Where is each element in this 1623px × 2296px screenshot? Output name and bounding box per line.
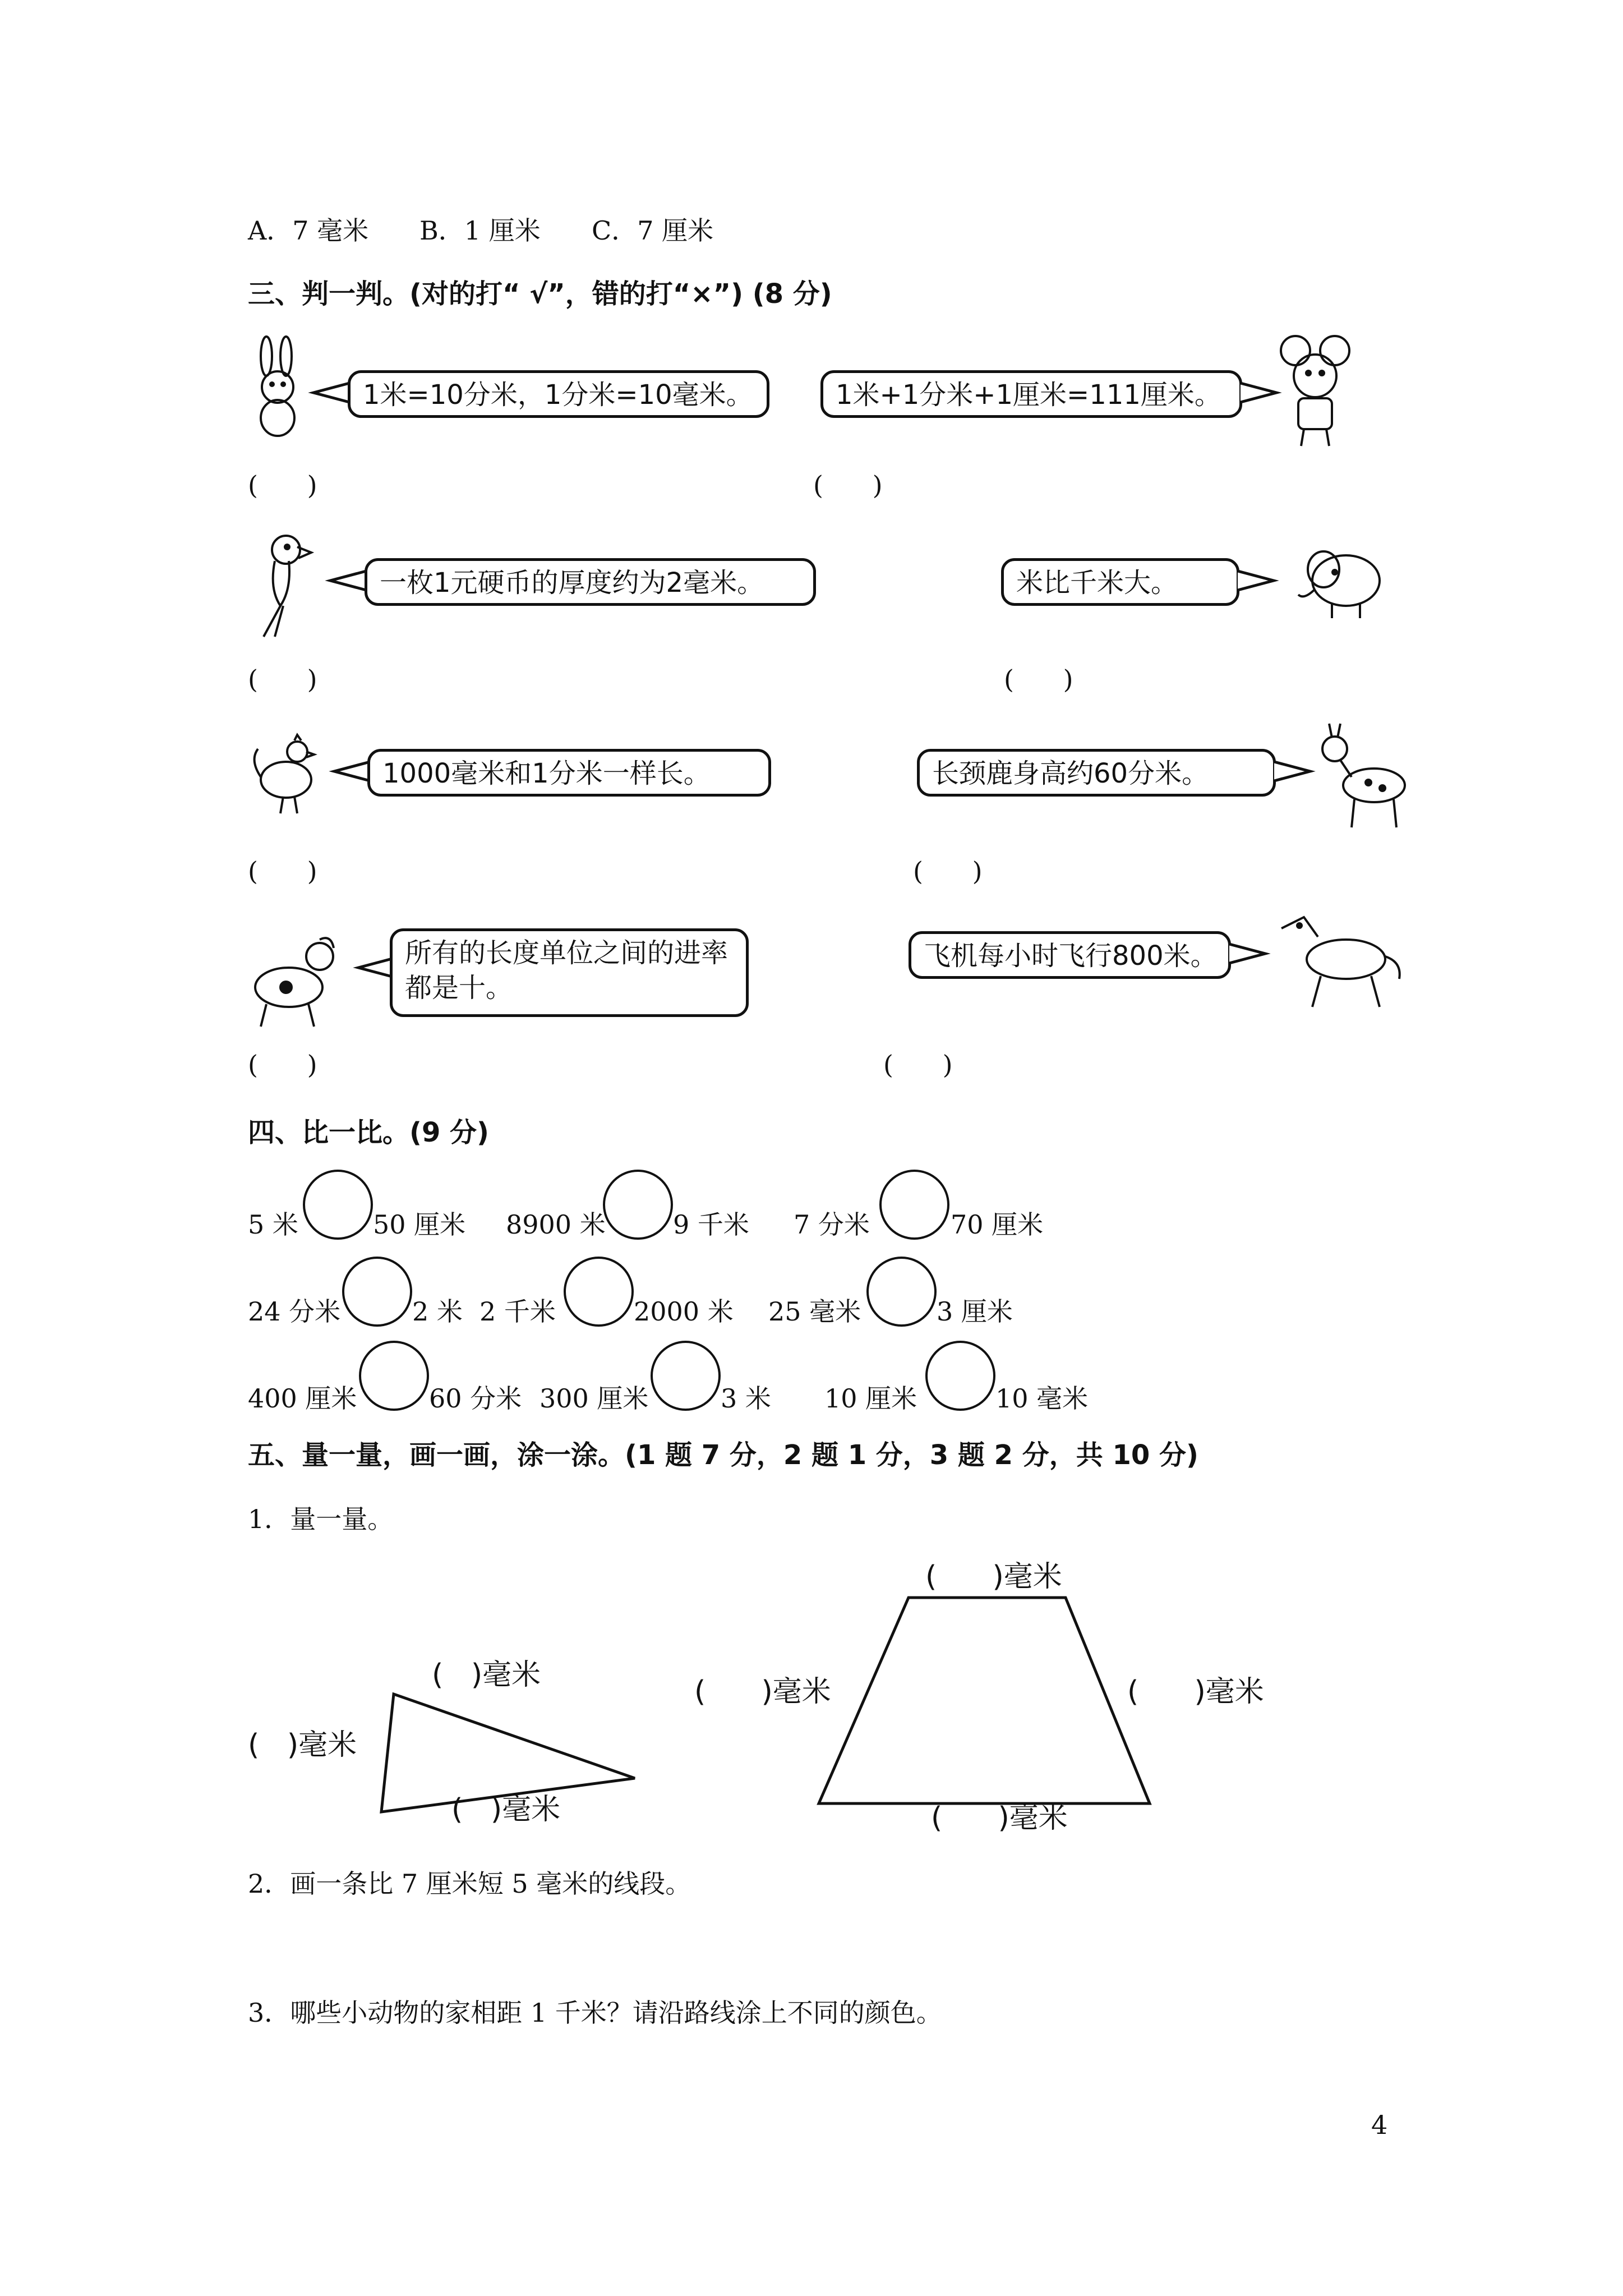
- compare-left: 7 分米: [794, 1209, 870, 1240]
- bubble-tail: [328, 567, 367, 595]
- compare-left: 2 千米: [479, 1296, 556, 1327]
- statement-bubble-2: 1米+1分米+1厘米=111厘米。: [820, 370, 1242, 418]
- compare-circle[interactable]: [359, 1341, 429, 1411]
- statement-bubble-7: 所有的长度单位之间的进率都是十。: [390, 928, 749, 1017]
- answer-blank-6[interactable]: ( ): [913, 856, 983, 886]
- mouse-icon: [1276, 331, 1354, 449]
- trapezoid-bottom-label[interactable]: ( )毫米: [931, 1801, 1068, 1835]
- compare-left: 10 厘米: [824, 1383, 917, 1414]
- compare-left: 8900 米: [506, 1209, 606, 1240]
- compare-right: 60 分米: [429, 1383, 522, 1414]
- compare-left: 25 毫米: [768, 1296, 861, 1327]
- rabbit-icon: [247, 334, 308, 440]
- bubble-tail: [1237, 567, 1276, 595]
- statement-bubble-4: 米比千米大。: [1001, 558, 1239, 606]
- compare-right: 70 厘米: [951, 1209, 1044, 1240]
- section4-title: 四、比一比。(9 分): [248, 1117, 489, 1148]
- bubble-tail: [311, 379, 351, 407]
- question-1: 1．量一量。: [248, 1504, 394, 1534]
- statement-bubble-3: 一枚1元硬币的厚度约为2毫米。: [365, 558, 816, 606]
- compare-left: 400 厘米: [248, 1383, 357, 1414]
- compare-right: 9 千米: [673, 1209, 749, 1240]
- question-3: 3．哪些小动物的家相距 1 千米？请沿路线涂上不同的颜色。: [248, 1998, 942, 2028]
- answer-blank-1[interactable]: ( ): [248, 470, 317, 500]
- compare-right: 3 米: [721, 1383, 771, 1414]
- compare-circle[interactable]: [342, 1257, 412, 1327]
- compare-right: 2000 米: [634, 1296, 734, 1327]
- statement-bubble-1: 1米=10分米，1分米=10毫米。: [348, 370, 769, 418]
- bubble-tail: [332, 757, 371, 785]
- elephant-icon: [1293, 544, 1388, 623]
- compare-circle[interactable]: [879, 1170, 949, 1240]
- question-2: 2．画一条比 7 厘米短 5 毫米的线段。: [248, 1869, 691, 1899]
- compare-circle[interactable]: [651, 1341, 721, 1411]
- trapezoid-right-label[interactable]: ( )毫米: [1127, 1675, 1264, 1709]
- option-a: A．7 毫米: [248, 215, 369, 246]
- triangle-left-label[interactable]: ( )毫米: [248, 1728, 357, 1762]
- compare-right: 50 厘米: [373, 1209, 466, 1240]
- page-number: 4: [1371, 2110, 1388, 2140]
- compare-right: 10 毫米: [995, 1383, 1089, 1414]
- compare-circle[interactable]: [866, 1257, 937, 1327]
- answer-blank-3[interactable]: ( ): [248, 664, 317, 694]
- answer-blank-5[interactable]: ( ): [248, 856, 317, 886]
- compare-left: 5 米: [248, 1209, 298, 1240]
- answer-blank-7[interactable]: ( ): [248, 1050, 317, 1080]
- section3-title: 三、判一判。(对的打“ √”，错的打“×”) (8 分): [248, 278, 832, 310]
- option-c: C．7 厘米: [592, 215, 714, 246]
- section5-title: 五、量一量，画一画，涂一涂。(1 题 7 分，2 题 1 分，3 题 2 分，共 10 分): [248, 1439, 1198, 1471]
- rooster-icon: [247, 732, 320, 816]
- compare-circle[interactable]: [564, 1257, 634, 1327]
- answer-blank-8[interactable]: ( ): [883, 1050, 953, 1080]
- compare-circle[interactable]: [925, 1341, 995, 1411]
- compare-left: 24 分米: [248, 1296, 341, 1327]
- deer-icon: [1307, 718, 1413, 830]
- trapezoid-top-label[interactable]: ( )毫米: [925, 1560, 1062, 1594]
- trapezoid-left-label[interactable]: ( )毫米: [694, 1675, 831, 1709]
- trapezoid-figure: [813, 1593, 1164, 1812]
- compare-right: 3 厘米: [937, 1296, 1013, 1327]
- compare-left: 300 厘米: [540, 1383, 649, 1414]
- answer-blank-2[interactable]: ( ): [813, 470, 883, 500]
- compare-right: 2 米: [412, 1296, 463, 1327]
- statement-bubble-6: 长颈鹿身高约60分米。: [917, 749, 1276, 797]
- parrot-icon: [247, 527, 320, 639]
- triangle-top-label[interactable]: ( )毫米: [432, 1658, 541, 1692]
- bubble-tail: [1228, 940, 1267, 968]
- option-b: B．1 厘米: [419, 215, 541, 246]
- compare-circle[interactable]: [303, 1170, 373, 1240]
- compare-circle[interactable]: [603, 1170, 673, 1240]
- goat-icon: [241, 931, 348, 1029]
- bubble-tail: [1239, 379, 1279, 407]
- horse-icon: [1265, 906, 1405, 1013]
- statement-bubble-8: 飞机每小时飞行800米。: [909, 931, 1231, 979]
- answer-blank-4[interactable]: ( ): [1004, 664, 1073, 694]
- statement-bubble-5: 1000毫米和1分米一样长。: [367, 749, 771, 797]
- triangle-bottom-label[interactable]: ( )毫米: [451, 1793, 561, 1826]
